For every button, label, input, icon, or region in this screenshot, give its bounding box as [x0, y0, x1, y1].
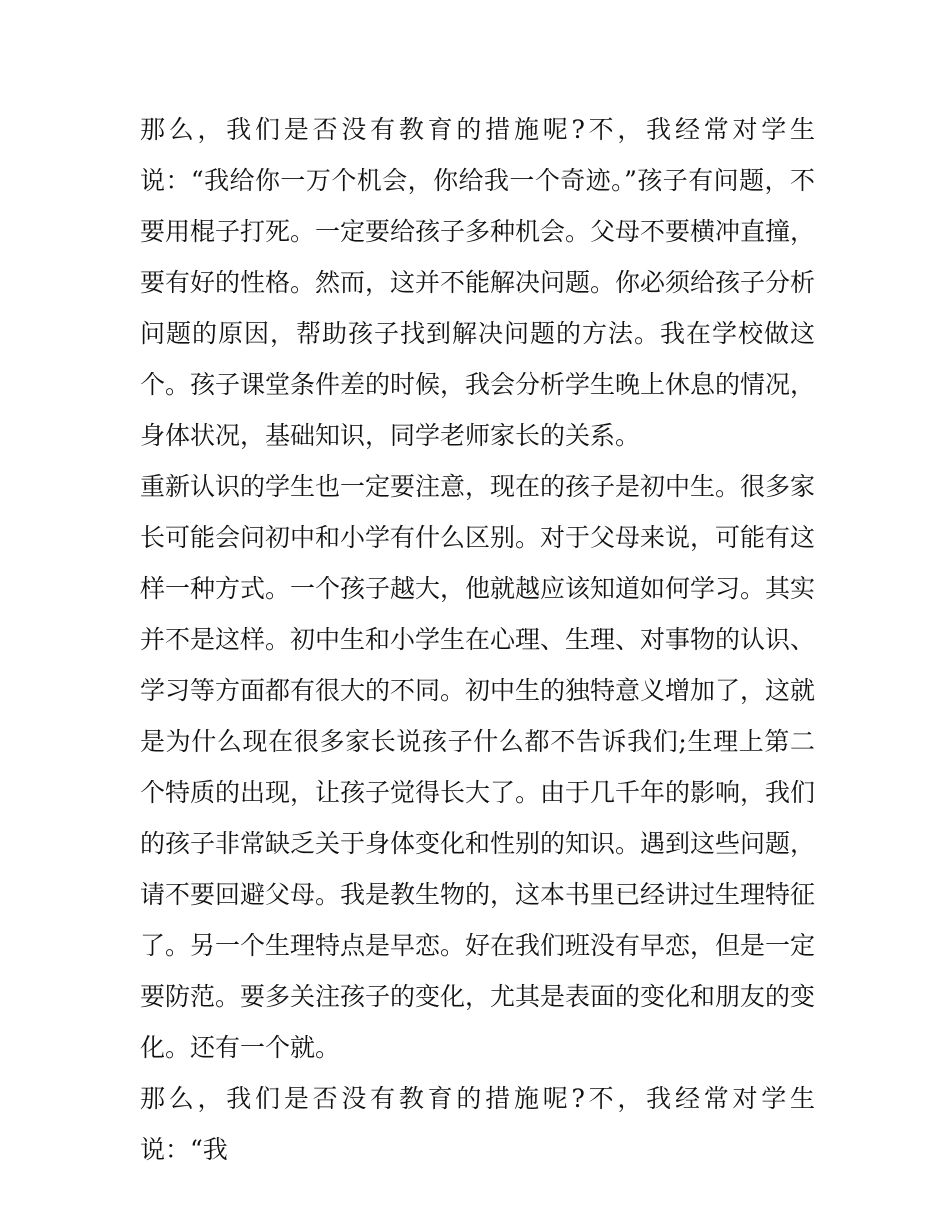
paragraph-1: 那么，我们是否没有教育的措施呢?不，我经常对学生说：“我给你一万个机会，你给我一个奇迹。”孩子有问题，不要用棍子打死。一定要给孩子多种机会。父母不要横冲直撞，要有好的性格。然而，这并不能解决问题。你必须给孩子分析问题的原因，帮助孩子找到解决问题的方法。我在学校做这个。孩子课堂条件差的时候，我会分析学生晚上休息的情况，身体状况，基础知识，同学老师家长的关系。 — [140, 115, 816, 450]
document-body — [140, 104, 815, 1175]
paragraph-3: 那么，我们是否没有教育的措施呢?不，我经常对学生说：“我 — [140, 1084, 815, 1164]
paragraph-2: 重新认识的学生也一定要注意，现在的孩子是初中生。很多家长可能会问初中和小学有什么区别。对于父母来说，可能有这样一种方式。一个孩子越大，他就越应该知道如何学习。其实并不是这样。初中生和小学生在心理、生理、对事物的认识、学习等方面都有很大的不同。初中生的独特意义增加了，这就是为什么现在很多家长说孩子什么都不告诉我们;生理上第二个特质的出现，让孩子觉得长大了。由于几千年的影响，我们的孩子非常缺乏关于身体变化和性别的知识。遇到这些问题，请不要回避父母。我是教生物的，这本书里已经讲过生理特征了。另一个生理特点是早恋。好在我们班没有早恋，但是一定要防范。要多关注孩子的变化，尤其是表面的变化和朋友的变化。还有一个就。 — [140, 472, 816, 1062]
